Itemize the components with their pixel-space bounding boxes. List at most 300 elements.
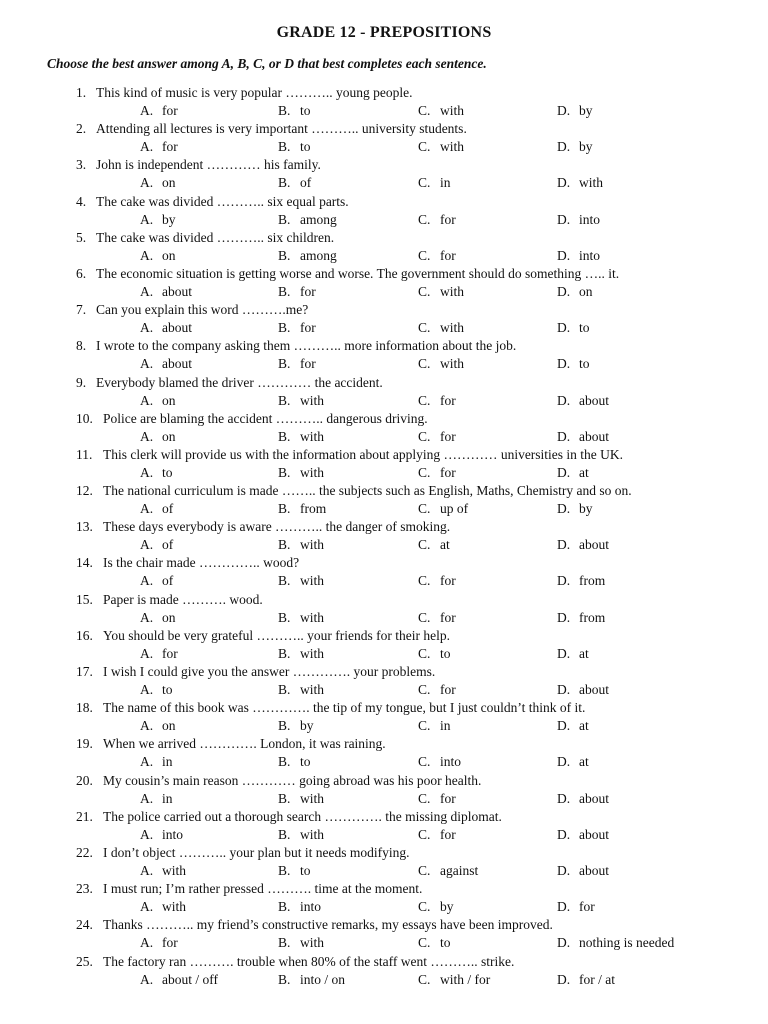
- answer-option: [418, 790, 456, 808]
- option-letter: C.: [418, 718, 431, 734]
- option-text: for: [162, 645, 178, 661]
- question-sentence: Everybody blamed the driver ………… the accident.: [96, 374, 383, 390]
- answer-options: [0, 753, 768, 771]
- question-sentence: I wrote to the company asking them ……….. more information about the job.: [96, 338, 517, 354]
- option-letter: D.: [557, 537, 571, 553]
- option-text: into: [440, 754, 462, 770]
- answer-option: [140, 283, 192, 301]
- question-item: [0, 735, 768, 771]
- question-text: [76, 193, 349, 211]
- option-text: nothing is needed: [579, 935, 675, 951]
- answer-options: [0, 174, 768, 192]
- question-sentence: Police are blaming the accident ……….. dangerous driving.: [103, 410, 428, 426]
- question-text: [76, 880, 422, 898]
- option-letter: D.: [557, 464, 571, 480]
- answer-option: [140, 645, 178, 663]
- option-letter: D.: [557, 718, 571, 734]
- answer-option: [557, 645, 589, 663]
- option-letter: C.: [418, 862, 431, 878]
- option-text: on: [162, 609, 176, 625]
- answer-option: [278, 862, 311, 880]
- answer-option: [418, 862, 478, 880]
- question-text: [76, 482, 632, 500]
- option-text: into: [579, 211, 601, 227]
- option-letter: B.: [278, 283, 291, 299]
- option-letter: B.: [278, 211, 291, 227]
- answer-option: [418, 826, 456, 844]
- answer-option: [140, 500, 173, 518]
- option-text: against: [440, 862, 479, 878]
- question-item: [0, 410, 768, 446]
- option-text: with: [579, 175, 604, 191]
- answer-option: [557, 174, 603, 192]
- option-text: in: [440, 175, 451, 191]
- answer-option: [557, 681, 609, 699]
- option-text: for: [300, 356, 316, 372]
- option-text: into: [162, 826, 184, 842]
- option-text: from: [579, 573, 606, 589]
- question-number: 9.: [76, 374, 87, 390]
- option-letter: D.: [557, 428, 571, 444]
- answer-option: [140, 392, 176, 410]
- option-letter: C.: [418, 899, 431, 915]
- question-number: 17.: [76, 664, 93, 679]
- answer-option: [557, 717, 589, 735]
- question-sentence: I don’t object ……….. your plan but it needs modifying.: [103, 844, 410, 860]
- question-text: [76, 772, 481, 790]
- option-letter: A.: [140, 682, 154, 697]
- question-number: 16.: [76, 627, 93, 643]
- option-text: to: [300, 103, 311, 118]
- option-text: for: [300, 283, 316, 299]
- question-text: [76, 808, 502, 826]
- option-letter: C.: [418, 645, 431, 661]
- option-letter: A.: [140, 464, 154, 480]
- option-letter: B.: [278, 971, 291, 987]
- question-sentence: My cousin’s main reason ………… going abroad was his poor health.: [103, 772, 482, 788]
- answer-option: [557, 572, 605, 590]
- question-text: [76, 446, 623, 464]
- option-letter: C.: [418, 754, 431, 770]
- answer-option: [418, 247, 456, 265]
- answer-option: [140, 826, 183, 844]
- question-number: 8.: [76, 338, 87, 354]
- option-text: of: [300, 175, 312, 191]
- answer-option: [278, 283, 316, 301]
- option-text: about: [579, 790, 609, 806]
- answer-option: [278, 392, 324, 410]
- answer-option: [278, 355, 316, 373]
- answer-options: [0, 898, 768, 916]
- option-letter: D.: [557, 573, 571, 589]
- question-item: [0, 627, 768, 663]
- option-text: to: [300, 139, 311, 155]
- question-number: 19.: [76, 736, 93, 752]
- answer-option: [418, 536, 450, 554]
- option-letter: B.: [278, 392, 291, 408]
- option-text: with: [300, 573, 325, 589]
- option-letter: A.: [140, 609, 154, 625]
- question-item: [0, 699, 768, 735]
- question-text: [76, 410, 428, 428]
- answer-option: [557, 753, 589, 771]
- answer-option: [418, 464, 456, 482]
- option-text: with: [300, 826, 325, 842]
- option-letter: D.: [557, 356, 571, 372]
- answer-options: [0, 572, 768, 590]
- question-text: [76, 953, 514, 971]
- option-text: for: [162, 103, 178, 118]
- answer-option: [140, 428, 176, 446]
- question-item: [0, 880, 768, 916]
- question-text: [76, 699, 585, 717]
- question-item: [0, 591, 768, 627]
- option-text: by: [579, 103, 593, 118]
- answer-option: [557, 247, 600, 265]
- option-text: into / on: [300, 971, 346, 987]
- question-sentence: Can you explain this word ……….me?: [96, 302, 309, 318]
- answer-option: [278, 753, 311, 771]
- question-sentence: The national curriculum is made …….. the subjects such as English, Maths, Chemistry and so on.: [103, 483, 632, 499]
- option-letter: C.: [418, 573, 431, 589]
- answer-option: [557, 428, 609, 446]
- question-sentence: I wish I could give you the answer …………. your problems.: [103, 664, 436, 679]
- option-letter: D.: [557, 211, 571, 227]
- question-item: [0, 446, 768, 482]
- page-title: GRADE 12 - PREPOSITIONS: [276, 24, 492, 41]
- option-letter: B.: [278, 464, 291, 480]
- question-text: [76, 916, 553, 934]
- answer-options: [0, 681, 768, 699]
- answer-option: [140, 138, 178, 156]
- question-sentence: You should be very grateful ……….. your friends for their help.: [103, 627, 450, 643]
- option-letter: B.: [278, 247, 291, 263]
- answer-options: [0, 934, 768, 952]
- option-letter: A.: [140, 392, 154, 408]
- answer-option: [278, 174, 311, 192]
- answer-option: [278, 971, 345, 989]
- option-letter: C.: [418, 139, 431, 155]
- option-letter: A.: [140, 211, 154, 227]
- question-number: 7.: [76, 302, 87, 318]
- answer-option: [418, 102, 464, 120]
- question-sentence: When we arrived …………. London, it was raining.: [103, 736, 386, 752]
- option-text: about: [162, 283, 192, 299]
- option-text: for: [440, 428, 456, 444]
- answer-option: [140, 898, 186, 916]
- option-letter: D.: [557, 320, 571, 336]
- option-text: for: [440, 247, 456, 263]
- option-letter: C.: [418, 356, 431, 372]
- answer-options: [0, 211, 768, 229]
- answer-options: [0, 826, 768, 844]
- answer-option: [278, 681, 324, 699]
- answer-option: [140, 790, 173, 808]
- option-letter: B.: [278, 573, 291, 589]
- question-number: 6.: [76, 265, 87, 281]
- option-letter: A.: [140, 971, 154, 987]
- option-text: with: [440, 356, 465, 372]
- option-text: among: [300, 247, 337, 263]
- option-letter: D.: [557, 971, 571, 987]
- option-text: for: [300, 320, 316, 336]
- answer-option: [418, 572, 456, 590]
- option-letter: A.: [140, 899, 154, 915]
- answer-option: [140, 971, 218, 989]
- option-text: to: [162, 682, 173, 697]
- option-text: with: [300, 537, 325, 553]
- option-letter: A.: [140, 175, 154, 191]
- option-text: of: [162, 537, 174, 553]
- answer-option: [557, 826, 609, 844]
- option-text: to: [440, 645, 451, 661]
- question-text: [76, 229, 334, 247]
- option-text: for: [440, 682, 456, 697]
- option-letter: C.: [418, 935, 431, 951]
- question-sentence: This kind of music is very popular ……….. young people.: [96, 85, 413, 100]
- question-number: 5.: [76, 229, 87, 245]
- question-item: [0, 84, 768, 120]
- question-sentence: The cake was divided ……….. six children.: [96, 229, 335, 245]
- answer-option: [418, 283, 464, 301]
- answer-option: [418, 392, 456, 410]
- option-text: about: [579, 392, 609, 408]
- option-text: with: [300, 682, 325, 697]
- question-item: [0, 337, 768, 373]
- question-number: 1.: [76, 85, 87, 100]
- instructions: Choose the best answer among A, B, C, or D that best completes each sentence.: [47, 56, 487, 71]
- option-text: with: [300, 464, 325, 480]
- option-text: with: [300, 392, 325, 408]
- answer-option: [140, 934, 178, 952]
- question-number: 25.: [76, 953, 93, 969]
- option-letter: D.: [557, 790, 571, 806]
- option-text: on: [162, 428, 176, 444]
- option-letter: C.: [418, 283, 431, 299]
- answer-option: [557, 790, 609, 808]
- answer-option: [418, 753, 461, 771]
- option-text: about: [579, 537, 609, 553]
- question-item: [0, 156, 768, 192]
- option-text: for: [440, 573, 456, 589]
- answer-option: [278, 536, 324, 554]
- option-text: to: [579, 356, 590, 372]
- question-number: 24.: [76, 917, 93, 933]
- option-letter: B.: [278, 320, 291, 336]
- option-letter: D.: [557, 103, 571, 118]
- answer-option: [278, 645, 324, 663]
- answer-option: [557, 355, 590, 373]
- answer-option: [418, 174, 451, 192]
- question-text: [76, 663, 435, 681]
- question-item: [0, 265, 768, 301]
- option-letter: B.: [278, 862, 291, 878]
- answer-option: [140, 536, 173, 554]
- option-text: with: [300, 428, 325, 444]
- answer-option: [418, 934, 451, 952]
- question-sentence: The name of this book was …………. the tip of my tongue, but I just couldn’t think of it.: [103, 700, 586, 716]
- option-letter: A.: [140, 283, 154, 299]
- answer-option: [140, 862, 186, 880]
- answer-option: [557, 898, 595, 916]
- question-sentence: These days everybody is aware ……….. the danger of smoking.: [103, 519, 451, 535]
- answer-options: [0, 138, 768, 156]
- option-letter: C.: [418, 392, 431, 408]
- option-text: for: [162, 139, 178, 155]
- option-text: for: [440, 392, 456, 408]
- option-text: for: [440, 826, 456, 842]
- question-text: [76, 627, 450, 645]
- option-text: with: [300, 790, 325, 806]
- answer-option: [140, 174, 176, 192]
- question-text: [76, 265, 619, 283]
- option-letter: D.: [557, 682, 571, 697]
- answer-option: [278, 609, 324, 627]
- option-letter: D.: [557, 862, 571, 878]
- answer-option: [278, 138, 311, 156]
- answer-options: [0, 428, 768, 446]
- option-letter: B.: [278, 645, 291, 661]
- question-text: [76, 120, 467, 138]
- option-letter: C.: [418, 464, 431, 480]
- option-text: with: [162, 862, 187, 878]
- answer-option: [278, 500, 326, 518]
- option-text: about / off: [162, 971, 218, 987]
- option-letter: A.: [140, 501, 154, 517]
- question-sentence: Paper is made ………. wood.: [103, 591, 263, 607]
- question-text: [76, 156, 321, 174]
- question-sentence: The police carried out a thorough search …………. the missing diplomat.: [103, 808, 502, 824]
- answer-options: [0, 392, 768, 410]
- option-text: at: [579, 718, 589, 734]
- option-text: for: [440, 211, 456, 227]
- option-letter: D.: [557, 826, 571, 842]
- option-text: to: [300, 754, 311, 770]
- option-letter: B.: [278, 682, 291, 697]
- answer-option: [418, 717, 451, 735]
- option-letter: D.: [557, 609, 571, 625]
- question-number: 14.: [76, 555, 93, 571]
- question-sentence: John is independent ………… his family.: [96, 157, 321, 173]
- option-letter: D.: [557, 392, 571, 408]
- option-letter: C.: [418, 175, 431, 191]
- question-item: [0, 301, 768, 337]
- option-text: in: [162, 754, 173, 770]
- option-text: for: [440, 790, 456, 806]
- option-letter: D.: [557, 501, 571, 517]
- option-letter: A.: [140, 428, 154, 444]
- option-text: on: [162, 718, 176, 734]
- question-text: [76, 518, 450, 536]
- option-letter: A.: [140, 826, 154, 842]
- question-number: 20.: [76, 772, 93, 788]
- question-sentence: Thanks ……….. my friend’s constructive remarks, my essays have been improved.: [103, 917, 553, 933]
- answer-options: [0, 355, 768, 373]
- answer-option: [278, 934, 324, 952]
- option-text: by: [440, 899, 454, 915]
- answer-options: [0, 609, 768, 627]
- option-text: to: [440, 935, 451, 951]
- option-text: for: [579, 899, 595, 915]
- option-letter: B.: [278, 501, 291, 517]
- option-text: for / at: [579, 971, 615, 987]
- answer-option: [557, 500, 593, 518]
- question-sentence: Attending all lectures is very important ……….. university students.: [96, 121, 467, 137]
- option-text: with / for: [440, 971, 491, 987]
- option-letter: C.: [418, 211, 431, 227]
- option-text: from: [579, 609, 606, 625]
- answer-option: [418, 645, 451, 663]
- question-sentence: This clerk will provide us with the information about applying ………… universities in the UK.: [103, 446, 624, 462]
- answer-option: [278, 717, 314, 735]
- option-letter: C.: [418, 826, 431, 842]
- answer-options: [0, 247, 768, 265]
- answer-option: [140, 572, 173, 590]
- question-item: [0, 518, 768, 554]
- option-text: about: [579, 826, 609, 842]
- option-letter: B.: [278, 790, 291, 806]
- option-text: for: [440, 609, 456, 625]
- answer-option: [140, 247, 176, 265]
- answer-options: [0, 283, 768, 301]
- option-letter: C.: [418, 247, 431, 263]
- option-letter: C.: [418, 682, 431, 697]
- answer-options: [0, 464, 768, 482]
- option-text: at: [579, 645, 589, 661]
- option-letter: B.: [278, 103, 291, 118]
- option-text: to: [300, 862, 311, 878]
- question-sentence: Is the chair made ………….. wood?: [103, 555, 300, 571]
- answer-option: [278, 826, 324, 844]
- option-letter: C.: [418, 428, 431, 444]
- answer-option: [557, 536, 609, 554]
- answer-option: [418, 319, 464, 337]
- answer-option: [557, 102, 593, 120]
- answer-option: [140, 717, 176, 735]
- option-letter: B.: [278, 826, 291, 842]
- option-text: with: [300, 935, 325, 951]
- option-letter: A.: [140, 862, 154, 878]
- option-text: of: [162, 501, 174, 517]
- question-text: [76, 337, 516, 355]
- option-letter: A.: [140, 320, 154, 336]
- question-number: 12.: [76, 483, 93, 499]
- option-letter: A.: [140, 718, 154, 734]
- question-text: [76, 301, 308, 319]
- answer-option: [278, 319, 316, 337]
- question-item: [0, 482, 768, 518]
- option-letter: C.: [418, 971, 431, 987]
- option-letter: D.: [557, 283, 571, 299]
- option-text: by: [579, 501, 593, 517]
- option-text: on: [162, 247, 176, 263]
- option-text: for: [162, 935, 178, 951]
- option-text: on: [579, 283, 593, 299]
- option-text: with: [300, 609, 325, 625]
- question-number: 18.: [76, 700, 93, 716]
- option-letter: A.: [140, 139, 154, 155]
- option-text: with: [440, 103, 465, 118]
- answer-options: [0, 790, 768, 808]
- answer-options: [0, 319, 768, 337]
- option-letter: B.: [278, 537, 291, 553]
- option-letter: A.: [140, 573, 154, 589]
- answer-option: [557, 319, 590, 337]
- answer-options: [0, 102, 768, 120]
- option-text: with: [440, 283, 465, 299]
- answer-option: [557, 464, 589, 482]
- option-text: from: [300, 501, 327, 517]
